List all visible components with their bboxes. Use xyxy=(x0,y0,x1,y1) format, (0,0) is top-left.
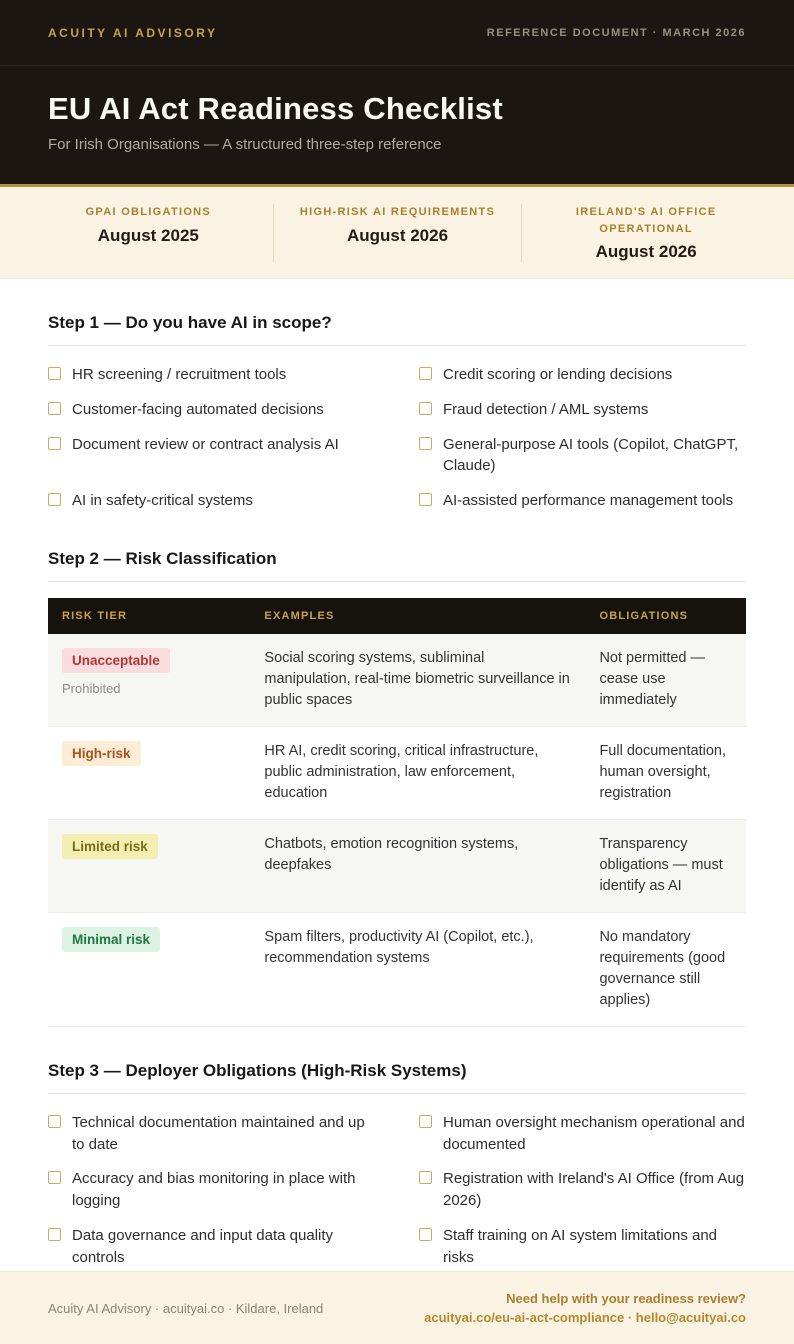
checkbox[interactable] xyxy=(48,493,61,506)
risk-tier-badge: Unacceptable xyxy=(62,648,170,674)
checklist-item-label: Staff training on AI system limitations and risks xyxy=(443,1226,718,1266)
step3-checklist xyxy=(48,1109,746,1272)
footer-cta-text: Need help with your readiness review? xyxy=(506,1291,746,1307)
checkbox[interactable] xyxy=(419,367,432,380)
risk-classification-table xyxy=(48,598,746,1027)
footer-company-info: Acuity AI Advisory · acuityai.co · Kildare, Ireland xyxy=(48,1300,324,1316)
risk-tier-badge: Minimal risk xyxy=(62,927,160,953)
step2-heading: Step 2 — Risk Classification xyxy=(48,549,746,582)
checkbox[interactable] xyxy=(419,1115,432,1128)
checkbox[interactable] xyxy=(419,437,432,450)
topbar xyxy=(0,0,794,66)
hero-header xyxy=(0,66,794,187)
deadline-date: August 2026 xyxy=(595,242,697,261)
risk-tier-cell xyxy=(48,726,250,819)
checklist-item-label: AI-assisted performance management tools xyxy=(443,492,734,509)
obligations-cell: Full documentation, human oversight, registration xyxy=(585,726,746,819)
checklist-item-label: General-purpose AI tools (Copilot, ChatGPT, Claude) xyxy=(443,435,739,475)
checklist-item xyxy=(48,1109,375,1159)
deadline-label: IRELAND'S AI OFFICE OPERATIONAL xyxy=(575,206,717,235)
deadline-label: HIGH-RISK AI REQUIREMENTS xyxy=(299,206,496,218)
column-header-risk-tier: RISK TIER xyxy=(48,598,250,634)
checkbox[interactable] xyxy=(419,493,432,506)
checklist-item xyxy=(48,396,375,424)
risk-tier-note: Prohibited xyxy=(62,681,121,697)
checklist-item xyxy=(419,1109,746,1159)
obligations-cell: No mandatory requirements (good governance still applies) xyxy=(585,912,746,1026)
checklist-item-label: HR screening / recruitment tools xyxy=(72,366,287,383)
document-meta: REFERENCE DOCUMENT · MARCH 2026 xyxy=(486,26,746,39)
table-row xyxy=(48,726,746,819)
risk-tier-badge: Limited risk xyxy=(62,834,158,860)
checklist-item xyxy=(48,1222,375,1272)
checkbox[interactable] xyxy=(48,367,61,380)
column-header-obligations: OBLIGATIONS xyxy=(585,598,746,634)
checklist-item xyxy=(419,487,746,515)
page-subtitle: For Irish Organisations — A structured three-step reference xyxy=(48,136,442,153)
examples-cell: HR AI, credit scoring, critical infrastructure, public administration, law enforcement, education xyxy=(250,726,585,819)
checkbox[interactable] xyxy=(419,1171,432,1184)
examples-cell: Chatbots, emotion recognition systems, deepfakes xyxy=(250,819,585,912)
checklist-item xyxy=(48,361,375,389)
footer-contact-links[interactable]: acuityai.co/eu-ai-act-compliance · hello@acuityai.co xyxy=(424,1310,746,1326)
deadline-label: GPAI OBLIGATIONS xyxy=(85,206,212,218)
risk-tier-cell xyxy=(48,634,250,727)
step1-heading: Step 1 — Do you have AI in scope? xyxy=(48,313,746,346)
table-row xyxy=(48,912,746,1026)
checklist-item-label: Registration with Ireland's AI Office (from Aug 2026) xyxy=(443,1170,745,1210)
checklist-item-label: Technical documentation maintained and up to date xyxy=(72,1113,365,1153)
examples-cell: Social scoring systems, subliminal manipulation, real-time biometric surveillance in public spaces xyxy=(250,634,585,727)
deadline-date: August 2025 xyxy=(97,225,199,245)
checkbox[interactable] xyxy=(48,1115,61,1128)
checklist-item xyxy=(419,1222,746,1272)
obligations-cell: Transparency obligations — must identify as AI xyxy=(585,819,746,912)
deadline-cell xyxy=(273,204,522,262)
table-row xyxy=(48,634,746,727)
checklist-item-label: Accuracy and bias monitoring in place with logging xyxy=(72,1170,356,1210)
deadline-cell xyxy=(24,204,273,262)
step1-checklist xyxy=(48,361,746,515)
checklist-item xyxy=(48,1165,375,1215)
column-header-examples: EXAMPLES xyxy=(250,598,585,634)
checklist-item-label: AI in safety-critical systems xyxy=(72,492,253,509)
risk-table-header xyxy=(48,598,746,634)
checklist-item xyxy=(419,361,746,389)
deadline-cell xyxy=(521,204,770,262)
checklist-item-label: Customer-facing automated decisions xyxy=(72,400,324,418)
checklist-item xyxy=(419,396,746,424)
main-content xyxy=(0,279,794,1271)
examples-cell: Spam filters, productivity AI (Copilot, etc.), recommendation systems xyxy=(250,912,585,1026)
checkbox[interactable] xyxy=(48,1228,61,1241)
checklist-item-label: Credit scoring or lending decisions xyxy=(443,366,673,383)
step3-heading: Step 3 — Deployer Obligations (High-Risk Systems) xyxy=(48,1061,746,1094)
checklist-item-label: Document review or contract analysis AI xyxy=(72,435,339,453)
obligations-cell: Not permitted — cease use immediately xyxy=(585,634,746,727)
page-title: EU AI Act Readiness Checklist xyxy=(48,91,503,126)
checkbox[interactable] xyxy=(419,1228,432,1241)
checklist-item-label: Fraud detection / AML systems xyxy=(443,400,649,418)
checklist-item xyxy=(419,431,746,481)
checkbox[interactable] xyxy=(48,437,61,450)
checklist-item-label: Data governance and input data quality controls xyxy=(72,1226,334,1266)
checkbox[interactable] xyxy=(48,1171,61,1184)
checklist-item xyxy=(48,431,375,481)
risk-tier-badge: High-risk xyxy=(62,741,141,767)
checkbox[interactable] xyxy=(48,402,61,415)
risk-tier-cell xyxy=(48,912,250,1026)
footer-contact xyxy=(424,1291,746,1325)
risk-tier-cell xyxy=(48,819,250,912)
checkbox[interactable] xyxy=(419,402,432,415)
table-row xyxy=(48,819,746,912)
checklist-item xyxy=(48,487,375,515)
checklist-item xyxy=(419,1165,746,1215)
footer xyxy=(0,1271,794,1344)
deadlines-band xyxy=(0,187,794,279)
deadline-date: August 2026 xyxy=(346,225,449,245)
checklist-item-label: Human oversight mechanism operational and documented xyxy=(443,1113,745,1153)
brand-name: ACUITY AI ADVISORY xyxy=(48,25,218,40)
